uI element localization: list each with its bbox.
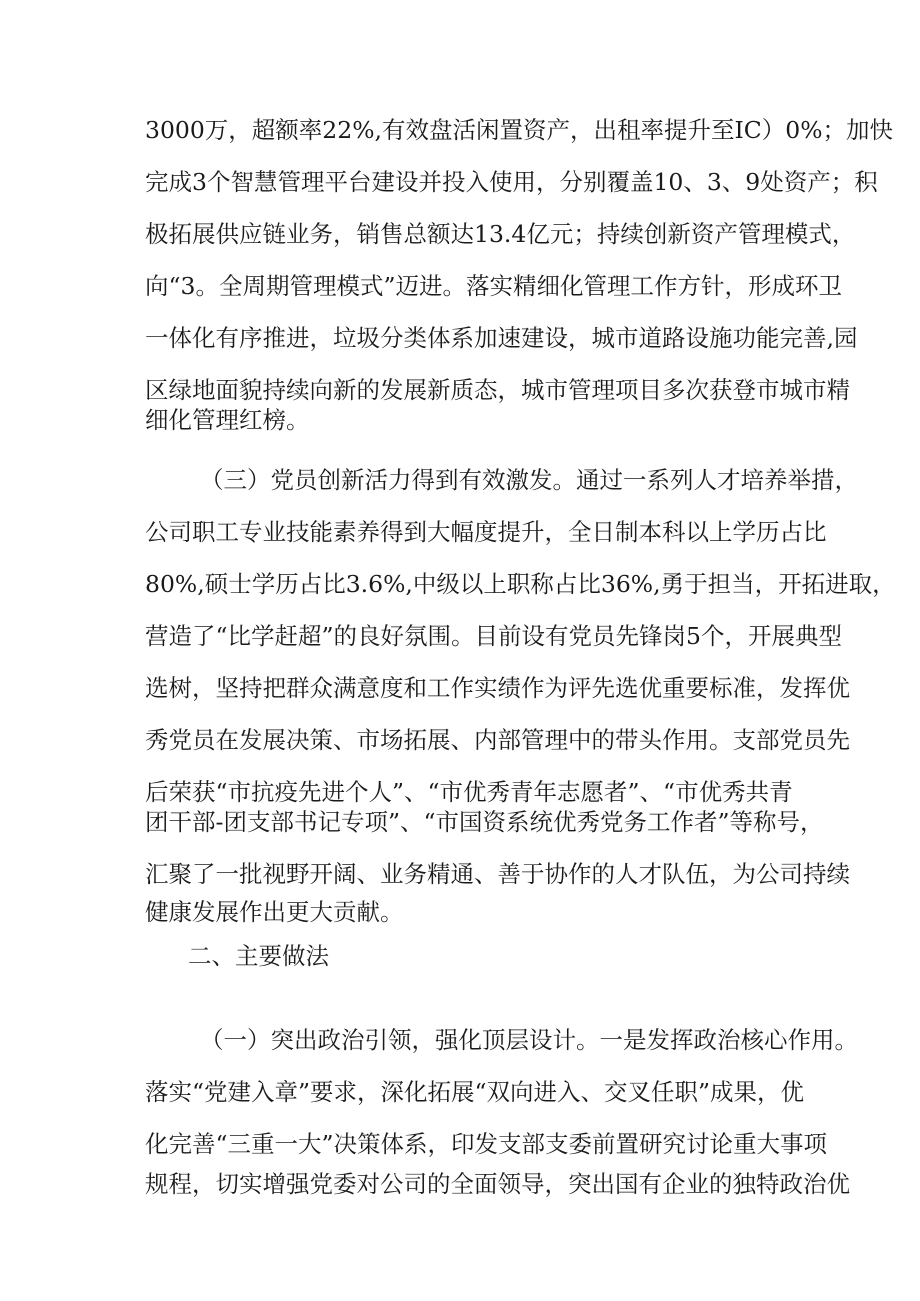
paragraph-line: 向“3。全周期管理模式”迈进。落实精细化管理工作方针，形成环卫: [145, 272, 842, 300]
paragraph-line: 秀党员在发展决策、市场拓展、内部管理中的带头作用。支部党员先: [145, 726, 850, 754]
paragraph-line: 选树，坚持把群众满意度和工作实绩作为评先选优重要标准，发挥优: [145, 674, 850, 702]
paragraph-line: 80%,硕士学历占比3.6%,中级以上职称占比36%,勇于担当，开拓进取，: [145, 570, 896, 598]
paragraph-line: （一）突出政治引领，强化顶层设计。一是发挥政治核心作用。: [200, 1026, 858, 1054]
section-heading: 二、主要做法: [188, 942, 329, 970]
paragraph-line: 汇聚了一批视野开阔、业务精通、善于协作的人才队伍，为公司持续: [145, 860, 850, 888]
paragraph-line: 极拓展供应链业务，销售总额达13.4亿元；持续创新资产管理模式，: [145, 220, 856, 248]
paragraph-line: 公司职工专业技能素养得到大幅度提升，全日制本科以上学历占比: [145, 518, 827, 546]
paragraph-line: 化完善“三重一大”决策体系，印发支部支委前置研究讨论重大事项: [145, 1130, 828, 1158]
paragraph-line: 落实“党建入章”要求，深化拓展“双向进入、交叉任职”成果，优: [145, 1078, 805, 1106]
paragraph-line: 完成3个智慧管理平台建设并投入使用，分别覆盖10、3、9处资产；积: [145, 168, 878, 196]
paragraph-line: 3000万，超额率22%,有效盘活闲置资产，出租率提升至IC）0%；加快: [145, 116, 894, 144]
paragraph-line: 细化管理红榜。: [145, 406, 310, 434]
paragraph-line: 区绿地面貌持续向新的发展新质态，城市管理项目多次获登市城市精: [145, 376, 850, 404]
paragraph-line: 团干部-团支部书记专项”、“市国资系统优秀党务工作者”等称号，: [145, 808, 824, 836]
paragraph-line: 营造了“比学赶超”的良好氛围。目前设有党员先锋岗5个，开展典型: [145, 622, 842, 650]
paragraph-line: 规程，切实增强党委对公司的全面领导，突出国有企业的独特政治优: [145, 1170, 850, 1198]
paragraph-line: 后荣获“市抗疫先进个人”、“市优秀青年志愿者”、“市优秀共青: [145, 778, 793, 806]
paragraph-line: 一体化有序推进，垃圾分类体系加速建设，城市道路设施功能完善,园: [145, 324, 858, 352]
paragraph-line: （三）党员创新活力得到有效激发。通过一系列人才培养举措，: [200, 466, 858, 494]
paragraph-line: 健康发展作出更大贡献。: [145, 898, 404, 926]
